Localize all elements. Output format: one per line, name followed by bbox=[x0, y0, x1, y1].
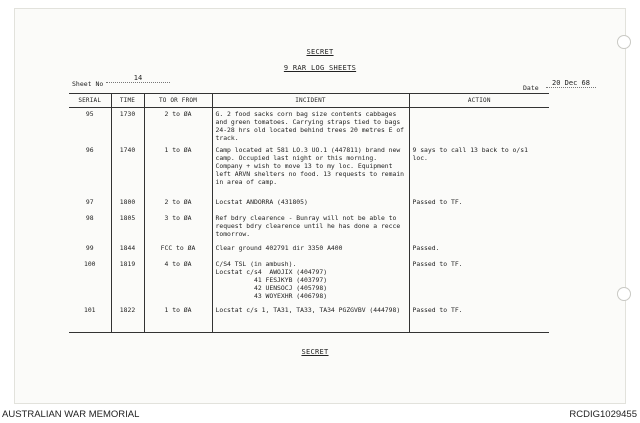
cell-to-from: 2 to ØA bbox=[144, 108, 212, 145]
cell-action: 9 says to call 13 back to o/s1 loc. bbox=[412, 146, 528, 162]
table-row bbox=[69, 196, 549, 212]
page-title: 9 RAR LOG SHEETS bbox=[283, 64, 357, 72]
cell-serial: 99 bbox=[69, 242, 111, 258]
cell-serial: 100 bbox=[69, 258, 111, 304]
cell-to-from: 4 to ØA bbox=[144, 258, 212, 304]
table-row bbox=[69, 144, 549, 196]
cell-action: Passed to TF. bbox=[409, 304, 549, 332]
cell-to-from: 1 to ØA bbox=[144, 144, 212, 196]
date-value: 20 Dec 68 bbox=[546, 79, 596, 88]
classification-bottom: SECRET bbox=[301, 348, 329, 356]
header-serial: SERIAL bbox=[69, 94, 111, 108]
header-incident: INCIDENT bbox=[212, 94, 409, 108]
cell-incident: G. 2 food sacks corn bag size contents cabbages and green tomatoes. Carrying straps tied to bags 24-28 hrs old located behind trees 20 metres E of track. bbox=[212, 108, 409, 145]
cell-serial: 95 bbox=[69, 108, 111, 145]
table-row bbox=[69, 212, 549, 242]
cell-time: 1844 bbox=[111, 242, 144, 258]
sheet-label: Sheet No bbox=[72, 80, 104, 88]
cell-incident: Locstat ANDORRA (431805) bbox=[212, 196, 409, 212]
cell-incident: C/S4 TSL (in ambush). Locstat c/s4 AWOJIX (404797) 41 FESJKYB (403797) 42 UENSOCJ (405798) 43 WOYEXHR (406798) bbox=[212, 258, 409, 304]
cell-serial: 101 bbox=[69, 304, 111, 332]
table-row bbox=[69, 304, 549, 332]
cell-action: Passed to TF. bbox=[412, 198, 463, 206]
table-row bbox=[69, 108, 549, 145]
classification-top: SECRET bbox=[306, 48, 334, 56]
table-header-row bbox=[69, 94, 549, 108]
cell-incident: Clear ground 402791 dir 3350 A400 bbox=[212, 242, 409, 258]
punch-hole-top bbox=[617, 35, 631, 49]
cell-time: 1819 bbox=[111, 258, 144, 304]
cell-incident: Camp located at 581 LO.3 UO.1 (447811) brand new camp. Occupied last night or this morning. Company + wish to move 13 to my loc. Equipment left ARVN shelters no food. 13 requests to remain in area of camp. bbox=[212, 144, 409, 196]
table-row bbox=[69, 258, 549, 304]
footer-institution: AUSTRALIAN WAR MEMORIAL bbox=[2, 409, 140, 420]
date-label: Date bbox=[523, 84, 539, 92]
cell-action: Passed to TF. bbox=[412, 260, 463, 268]
cell-time: 1822 bbox=[111, 304, 144, 332]
header-time: TIME bbox=[111, 94, 144, 108]
punch-hole-bottom bbox=[617, 287, 631, 301]
archive-footer bbox=[0, 405, 640, 423]
cell-time: 1730 bbox=[111, 108, 144, 145]
sheet-number: 14 bbox=[106, 74, 170, 83]
cell-incident: Ref bdry clearence - Bunray will not be able to request bdry clearence until he has done a recce tomorrow. bbox=[212, 212, 409, 242]
header-to-from: TO OR FROM bbox=[144, 94, 212, 108]
cell-time: 1805 bbox=[111, 212, 144, 242]
cell-incident: Locstat c/s 1, TA31, TA33, TA34 PGZGVBV (444798) bbox=[212, 304, 409, 332]
log-table bbox=[69, 93, 549, 333]
header-action: ACTION bbox=[409, 94, 549, 108]
cell-to-from: FCC to ØA bbox=[144, 242, 212, 258]
footer-record-id: RCDIG1029455 bbox=[569, 409, 637, 420]
cell-action bbox=[409, 212, 549, 242]
table-row bbox=[69, 242, 549, 258]
cell-time: 1740 bbox=[111, 144, 144, 196]
cell-action: Passed. bbox=[412, 244, 440, 252]
cell-serial: 96 bbox=[69, 144, 111, 196]
cell-action bbox=[409, 108, 549, 145]
cell-to-from: 1 to ØA bbox=[144, 304, 212, 332]
cell-time: 1800 bbox=[111, 196, 144, 212]
cell-to-from: 2 to ØA bbox=[144, 196, 212, 212]
cell-to-from: 3 to ØA bbox=[144, 212, 212, 242]
cell-serial: 97 bbox=[69, 196, 111, 212]
cell-serial: 98 bbox=[69, 212, 111, 242]
